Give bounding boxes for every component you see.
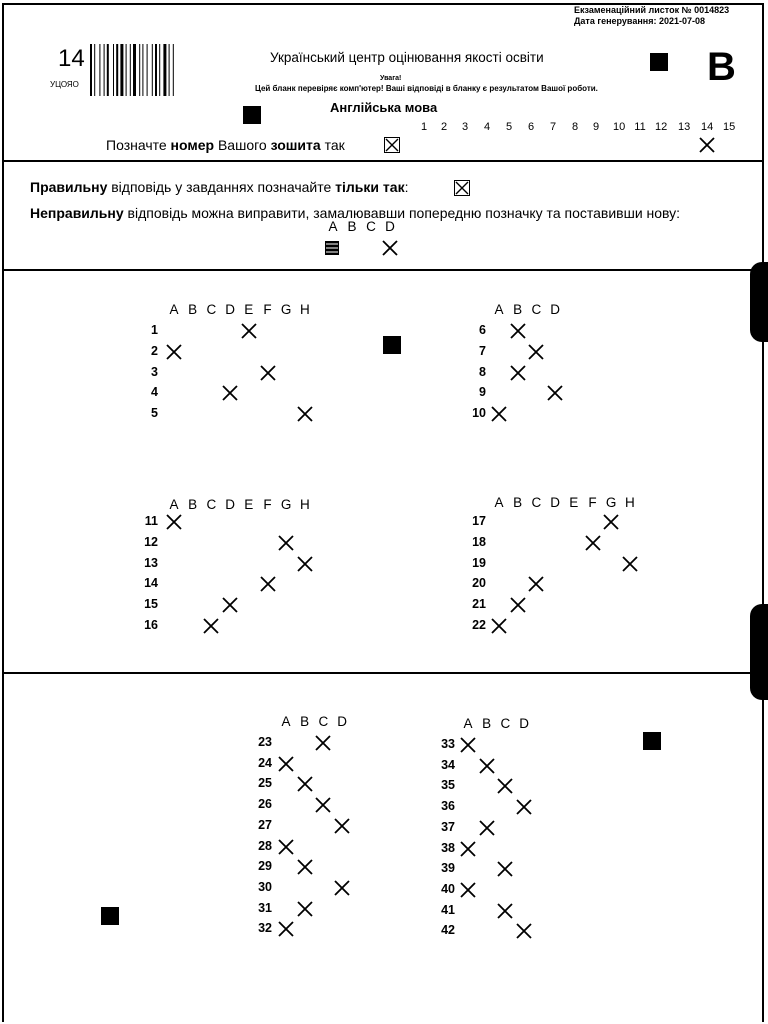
barcode-bar [104, 44, 105, 96]
column-letter-C: C [318, 714, 329, 729]
question-number-26: 26 [258, 797, 272, 812]
barcode-bar [126, 44, 127, 96]
notebook-number-13: 13 [678, 121, 691, 133]
barcode-number: 14 [58, 45, 85, 72]
column-letter-E: E [244, 302, 254, 317]
answer-mark-q8[interactable] [510, 365, 526, 381]
notebook-number-2: 2 [440, 121, 448, 133]
column-letter-C: C [206, 497, 217, 512]
column-letter-D: D [550, 495, 560, 510]
barcode-image [88, 44, 210, 104]
notebook-number-5: 5 [505, 121, 513, 133]
column-letter-C: C [500, 716, 511, 731]
question-number-9: 9 [479, 385, 486, 400]
answer-mark-q21[interactable] [510, 597, 526, 613]
question-number-16: 16 [144, 618, 158, 632]
question-number-37: 37 [441, 819, 455, 834]
barcode-bar [120, 44, 123, 96]
question-number-41: 41 [441, 902, 455, 917]
answer-mark-q2[interactable] [166, 344, 182, 360]
notebook-number-14: 14 [701, 121, 714, 133]
question-number-1: 1 [151, 323, 158, 337]
column-letter-A: A [463, 716, 473, 731]
question-number-36: 36 [441, 799, 455, 814]
barcode-bar [173, 44, 174, 96]
barcode-bar [107, 44, 109, 96]
question-number-33: 33 [441, 737, 455, 751]
barcode-bar [152, 44, 153, 96]
answer-mark-q16[interactable] [203, 618, 219, 634]
notebook-number-1: 1 [420, 121, 428, 133]
example-checked-box [384, 137, 400, 153]
correct-mark-example [454, 180, 470, 196]
question-number-31: 31 [258, 900, 272, 915]
answer-mark-q4[interactable] [222, 385, 238, 401]
question-number-3: 3 [151, 364, 158, 379]
question-number-12: 12 [144, 534, 158, 549]
column-letter-B: B [188, 497, 198, 512]
barcode-bar [113, 44, 114, 96]
barcode-bar [133, 44, 136, 96]
divider-header [2, 160, 764, 162]
registration-mark-top-right [650, 53, 668, 71]
alignment-tab-middle [750, 604, 768, 700]
barcode-label: УЦОЯО [50, 80, 79, 89]
answer-mark-q3[interactable] [260, 365, 276, 381]
notebook-number-15: 15 [723, 121, 736, 133]
answer-mark-q24[interactable] [278, 756, 294, 772]
column-letter-H: H [625, 495, 635, 510]
barcode-bar [99, 44, 100, 96]
question-number-15: 15 [144, 597, 158, 612]
question-number-11: 11 [144, 514, 158, 528]
answer-mark-q41[interactable] [497, 903, 513, 919]
answer-mark-q31[interactable] [297, 901, 313, 917]
barcode-bar [139, 44, 140, 96]
column-letter-A: A [169, 497, 179, 512]
question-number-35: 35 [441, 778, 455, 793]
question-number-27: 27 [258, 817, 272, 832]
answer-mark-q29[interactable] [297, 859, 313, 875]
subject-name: Англійська мова [330, 100, 438, 115]
question-number-6: 6 [479, 323, 486, 337]
notebook-number-12: 12 [655, 121, 668, 133]
question-number-5: 5 [151, 406, 158, 421]
notebook-selected-mark[interactable] [699, 137, 715, 153]
question-number-25: 25 [258, 776, 272, 791]
column-letter-A: A [494, 302, 504, 317]
example-letter-C: C [366, 219, 376, 234]
answer-mark-q27[interactable] [334, 818, 350, 834]
question-number-38: 38 [441, 840, 455, 855]
question-number-30: 30 [258, 879, 272, 894]
answer-mark-q18[interactable] [585, 535, 601, 551]
answer-mark-q35[interactable] [497, 778, 513, 794]
column-letter-D: D [519, 716, 529, 731]
answer-mark-q33[interactable] [460, 737, 476, 753]
example-letter-A: A [328, 219, 338, 234]
answer-mark-q36[interactable] [516, 799, 532, 815]
barcode-bar [155, 44, 157, 96]
question-number-42: 42 [441, 923, 455, 938]
divider-section-2 [2, 672, 764, 674]
question-number-22: 22 [472, 618, 486, 632]
registration-mark-lower-left [101, 907, 119, 925]
answer-mark-q26[interactable] [315, 797, 331, 813]
barcode-bar [90, 44, 92, 96]
answer-mark-q40[interactable] [460, 882, 476, 898]
answer-mark-q34[interactable] [479, 758, 495, 774]
question-number-28: 28 [258, 838, 272, 853]
answer-mark-q22[interactable] [491, 618, 507, 634]
column-letter-F: F [263, 302, 272, 317]
answer-mark-q28[interactable] [278, 839, 294, 855]
answer-mark-q9[interactable] [547, 385, 563, 401]
answer-mark-q10[interactable] [491, 406, 507, 422]
question-number-24: 24 [258, 755, 272, 770]
column-letter-D: D [550, 302, 560, 317]
question-number-8: 8 [479, 364, 486, 379]
question-number-19: 19 [472, 555, 486, 570]
column-letter-B: B [188, 302, 198, 317]
notebook-number-10: 10 [613, 121, 626, 133]
incorrect-answer-instruction: Неправильну відповідь можна виправити, замалювавши попередню позначку та поставивши нову: [30, 205, 681, 221]
barcode-bar [130, 44, 131, 96]
question-number-39: 39 [441, 861, 455, 876]
question-number-13: 13 [144, 555, 158, 570]
answer-mark-q17[interactable] [603, 514, 619, 530]
barcode-bar [147, 44, 148, 96]
notebook-number-3: 3 [461, 121, 469, 133]
question-number-18: 18 [472, 534, 486, 549]
column-letter-C: C [531, 495, 542, 510]
notebook-prompt: Позначте номер Вашого зошита так [106, 137, 345, 153]
warning-title: Увага! [380, 75, 402, 82]
question-number-4: 4 [151, 385, 158, 400]
answer-mark-q12[interactable] [278, 535, 294, 551]
answer-mark-q39[interactable] [497, 861, 513, 877]
column-letter-E: E [244, 497, 254, 512]
answer-mark-q15[interactable] [222, 597, 238, 613]
column-letter-A: A [494, 495, 504, 510]
question-number-34: 34 [441, 757, 455, 772]
answer-mark-q11[interactable] [166, 514, 182, 530]
organization-name: Український центр оцінювання якості освіти [270, 50, 544, 65]
column-letter-A: A [281, 714, 291, 729]
column-letter-B: B [300, 714, 310, 729]
notebook-number-8: 8 [571, 121, 579, 133]
question-number-14: 14 [144, 576, 158, 591]
generation-date: Дата генерування: 2021-07-08 [574, 16, 705, 26]
column-letter-G: G [605, 495, 617, 510]
barcode-bar [169, 44, 170, 96]
barcode-bar [142, 44, 143, 96]
answer-mark-q20[interactable] [528, 576, 544, 592]
column-letter-H: H [300, 302, 310, 317]
alignment-tab-top [750, 262, 768, 342]
column-letter-B: B [513, 495, 523, 510]
question-number-23: 23 [258, 735, 272, 749]
question-number-7: 7 [479, 343, 486, 358]
new-mark-example [381, 240, 399, 256]
barcode-bar [163, 44, 166, 96]
answer-mark-q7[interactable] [528, 344, 544, 360]
column-letter-D: D [225, 497, 235, 512]
variant-letter: B [707, 45, 736, 89]
column-letter-C: C [206, 302, 217, 317]
filled-over-mark [324, 240, 340, 256]
answer-mark-q25[interactable] [297, 776, 313, 792]
registration-mark-lower-right [643, 732, 661, 750]
barcode-bar [116, 44, 118, 96]
question-number-10: 10 [472, 406, 486, 421]
sheet-meta [574, 5, 738, 27]
column-letter-D: D [225, 302, 235, 317]
answer-mark-q13[interactable] [297, 556, 313, 572]
question-number-20: 20 [472, 576, 486, 591]
answer-mark-q6[interactable] [510, 323, 526, 339]
column-letter-F: F [263, 497, 272, 512]
column-letter-G: G [280, 497, 292, 512]
answer-mark-q37[interactable] [479, 820, 495, 836]
divider-instructions [2, 269, 764, 271]
notebook-number-4: 4 [483, 121, 491, 133]
answer-mark-q23[interactable] [315, 735, 331, 751]
answer-mark-q38[interactable] [460, 841, 476, 857]
answer-mark-q14[interactable] [260, 576, 276, 592]
notebook-number-11: 11 [634, 121, 646, 133]
barcode-bar [94, 44, 95, 96]
question-number-17: 17 [472, 514, 486, 528]
answer-mark-q42[interactable] [516, 923, 532, 939]
example-letter-B: B [347, 219, 357, 234]
answer-mark-q5[interactable] [297, 406, 313, 422]
column-letter-E: E [569, 495, 579, 510]
question-number-40: 40 [441, 881, 455, 896]
answer-mark-q30[interactable] [334, 880, 350, 896]
column-letter-B: B [482, 716, 492, 731]
answer-mark-q1[interactable] [241, 323, 257, 339]
answer-mark-q19[interactable] [622, 556, 638, 572]
correct-answer-instruction: Правильну відповідь у завданнях позначайте тільки так: [30, 179, 409, 195]
column-letter-C: C [531, 302, 542, 317]
column-letter-H: H [300, 497, 310, 512]
question-number-32: 32 [258, 921, 272, 936]
warning-text: Цей бланк перевіряє комп'ютер! Ваші відповіді в бланку є результатом Вашої роботи. [255, 84, 598, 93]
example-letter-D: D [385, 219, 395, 234]
column-letter-D: D [337, 714, 347, 729]
registration-mark-top-left [243, 106, 261, 124]
column-letter-A: A [169, 302, 179, 317]
sheet-number: Екзаменаційний листок № 0014823 [574, 5, 730, 15]
notebook-number-9: 9 [592, 121, 600, 133]
notebook-number-6: 6 [527, 121, 535, 133]
column-letter-G: G [280, 302, 292, 317]
barcode-bar [159, 44, 160, 96]
question-number-2: 2 [151, 343, 158, 358]
notebook-number-7: 7 [549, 121, 557, 133]
answer-mark-q32[interactable] [278, 921, 294, 937]
question-number-29: 29 [258, 859, 272, 874]
question-number-21: 21 [472, 597, 486, 612]
sheet-frame [2, 3, 764, 1022]
registration-mark-middle [383, 336, 401, 354]
column-letter-F: F [588, 495, 597, 510]
column-letter-B: B [513, 302, 523, 317]
